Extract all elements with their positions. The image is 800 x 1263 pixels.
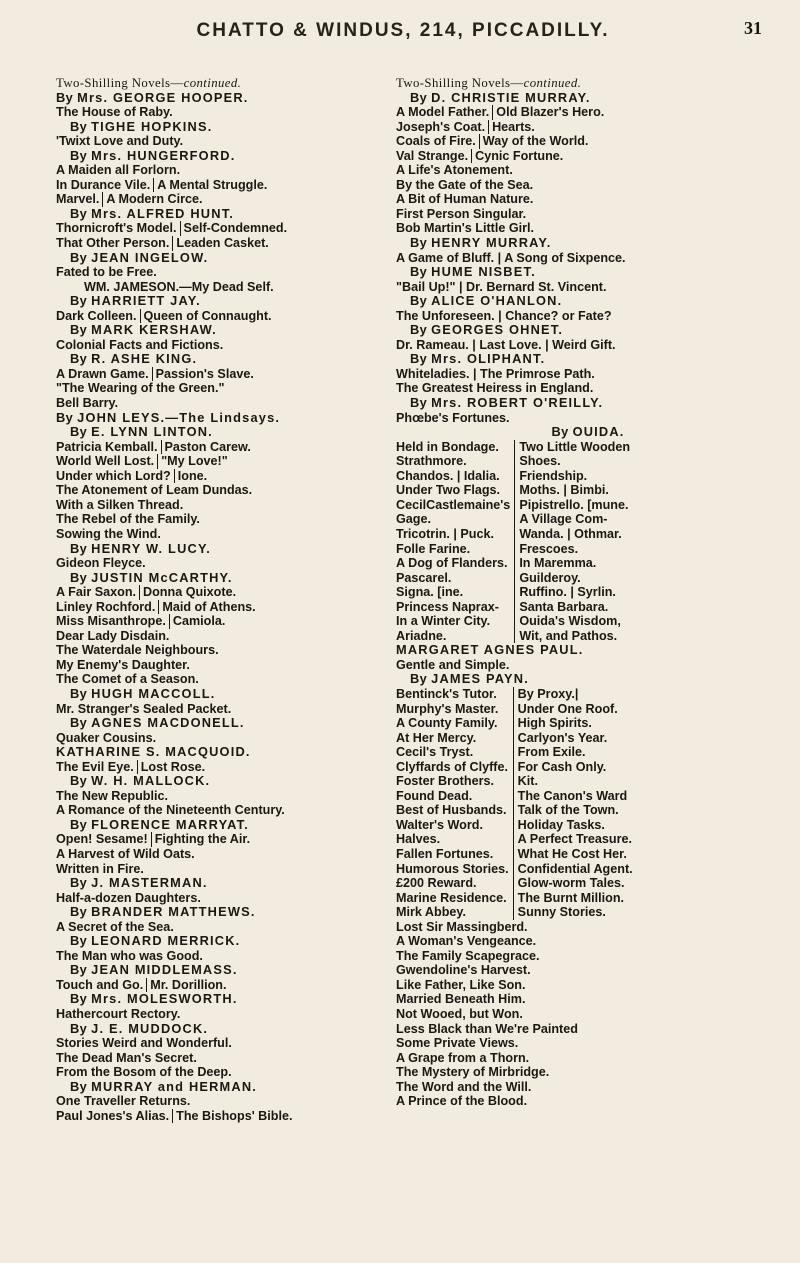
- book-title-pair: [56, 178, 392, 193]
- book-title-pair: [56, 978, 392, 993]
- book-title: Colonial Facts and Fictions.: [56, 337, 224, 352]
- book-title: Best of Husbands.: [396, 803, 514, 818]
- book-title: Moths. | Bimbi.: [519, 483, 609, 498]
- author-name: TIGHE HOPKINS.: [91, 118, 213, 134]
- author-prefix: By: [70, 540, 92, 556]
- author-name: BRANDER MATTHEWS.: [91, 904, 256, 920]
- author-prefix: By: [70, 962, 92, 978]
- book-title: Gage.: [396, 512, 515, 527]
- author-name: JOHN LEYS.—The Lindsays.: [77, 409, 281, 425]
- book-title: Pipistrello. [mune.: [519, 497, 629, 512]
- book-title: By Proxy.|: [517, 686, 579, 701]
- book-title: Glow-worm Tales.: [517, 876, 625, 891]
- author-heading: [56, 91, 392, 106]
- book-title: Gentle and Simple.: [396, 657, 510, 672]
- author-name: D. CHRISTIE MURRAY.: [431, 89, 591, 105]
- book-title: A Secret of the Sea.: [56, 919, 174, 934]
- author-prefix: By: [70, 933, 92, 949]
- book-title: Not Wooed, but Won.: [396, 1007, 523, 1021]
- book-title: Written in Fire.: [56, 861, 144, 876]
- book-title: Camiola.: [172, 614, 226, 629]
- author-prefix: By: [70, 424, 92, 440]
- book-title: Found Dead.: [396, 789, 514, 804]
- book-title: From Exile.: [517, 745, 586, 760]
- book-title-grid: [396, 687, 766, 920]
- author-heading: [56, 207, 392, 222]
- book-title: Wanda. | Othmar.: [519, 526, 622, 541]
- book-title: £200 Reward.: [396, 876, 514, 891]
- book-title-pair: [56, 309, 392, 324]
- author-prefix: By: [70, 118, 92, 134]
- book-title-pair: [396, 120, 766, 135]
- book-title: Tricotrin. | Puck.: [396, 527, 515, 542]
- book-title: A Romance of the Nineteenth Century.: [56, 803, 285, 818]
- book-title: A Fair Saxon.: [56, 585, 140, 600]
- author-heading: [396, 425, 766, 440]
- author-name: E. LYNN LINTON.: [91, 424, 213, 440]
- author-name: JAMES PAYN.: [431, 671, 529, 687]
- author-name: MARK KERSHAW.: [91, 322, 217, 338]
- author-heading: [56, 687, 392, 702]
- book-title: The Bishops' Bible.: [176, 1108, 293, 1123]
- book-title-pair: [56, 236, 392, 251]
- book-title: Two Little Wooden: [519, 439, 631, 454]
- book-title: World Well Lost.: [56, 454, 158, 469]
- book-title: Sowing the Wind.: [56, 526, 161, 541]
- book-title-grid: [396, 440, 766, 644]
- author-name: GEORGES OHNET.: [431, 322, 564, 338]
- author-heading: [396, 352, 766, 367]
- book-title: Leaden Casket.: [176, 236, 269, 251]
- book-title: Folle Farine.: [396, 542, 515, 557]
- book-title: Dr. Rameau. | Last Love. | Weird Gift.: [396, 337, 616, 352]
- author-prefix: By: [70, 715, 92, 731]
- author-heading: [56, 905, 392, 920]
- right-column: [396, 76, 766, 1109]
- book-title: A Game of Bluff. | A Song of Sixpence.: [396, 250, 626, 265]
- author-heading: [56, 745, 392, 760]
- book-title: Bell Barry.: [56, 396, 119, 411]
- author-name: LEONARD MERRICK.: [91, 933, 241, 949]
- author-prefix: By: [70, 875, 92, 891]
- book-title: Lost Rose.: [140, 759, 206, 774]
- book-title: Sunny Stories.: [517, 905, 606, 920]
- book-title: For Cash Only.: [517, 759, 607, 774]
- book-title: Kit.: [517, 774, 538, 789]
- book-title: Val Strange.: [396, 149, 472, 164]
- book-title: Whiteladies. | The Primrose Path.: [396, 366, 595, 381]
- book-title: Cynic Fortune.: [475, 148, 564, 163]
- book-title-pair: [56, 469, 392, 484]
- author-name: FLORENCE MARRYAT.: [91, 816, 249, 832]
- book-title: Halves.: [396, 832, 514, 847]
- book-title: Fallen Fortunes.: [396, 847, 514, 862]
- book-title: Paston Carew.: [164, 439, 251, 454]
- book-title: Less Black than We're Painted: [396, 1021, 578, 1036]
- book-title: Humorous Stories.: [396, 862, 514, 877]
- author-name: R. ASHE KING.: [91, 351, 198, 367]
- author-heading: [56, 571, 392, 586]
- author-name: W. H. MALLOCK.: [91, 773, 211, 789]
- author-prefix: By: [70, 569, 92, 585]
- book-title: A County Family.: [396, 716, 514, 731]
- book-title: Paul Jones's Alias.: [56, 1109, 173, 1124]
- book-title: CecilCastlemaine's: [396, 498, 515, 513]
- book-title: A Life's Atonement.: [396, 163, 513, 178]
- author-name: HENRY W. LUCY.: [91, 540, 212, 556]
- book-title: Ariadne.: [396, 629, 515, 644]
- book-title: Married Beneath Him.: [396, 992, 526, 1007]
- author-heading: [56, 818, 392, 833]
- book-title: Princess Naprax-: [396, 600, 515, 615]
- book-title: The Burnt Million.: [517, 890, 625, 905]
- book-title: A Modern Circe.: [106, 192, 203, 207]
- book-title: "The Wearing of the Green.": [56, 381, 225, 396]
- book-title: The Waterdale Neighbours.: [56, 643, 219, 658]
- author-name: Mrs. OLIPHANT.: [431, 351, 546, 367]
- book-title: High Spirits.: [517, 716, 592, 731]
- author-name: KATHARINE S. MACQUOID.: [56, 744, 251, 760]
- book-title: Linley Rochford.: [56, 600, 159, 615]
- book-title: A Dog of Flanders.: [396, 556, 515, 571]
- book-title: Walter's Word.: [396, 818, 514, 833]
- book-title: A Drawn Game.: [56, 367, 153, 382]
- book-title: Fated to be Free.: [56, 265, 157, 280]
- book-title-pair: [56, 192, 392, 207]
- author-prefix: By: [70, 351, 92, 367]
- book-title-pair: [56, 614, 392, 629]
- book-title-pair: [56, 760, 392, 775]
- author-name: OUIDA.: [572, 424, 625, 440]
- author-heading: [56, 294, 392, 309]
- book-title: Gideon Fleyce.: [56, 556, 146, 571]
- author-heading: [396, 91, 766, 106]
- book-title: Holiday Tasks.: [517, 817, 605, 832]
- author-heading: [56, 149, 392, 164]
- author-prefix: By: [410, 671, 432, 687]
- book-title: Some Private Views.: [396, 1036, 519, 1051]
- book-title: The Unforeseen. | Chance? or Fate?: [396, 308, 612, 323]
- book-title: Strathmore.: [396, 454, 515, 469]
- author-name: JEAN INGELOW.: [91, 249, 209, 265]
- author-prefix: By: [70, 991, 92, 1007]
- book-title: Passion's Slave.: [155, 366, 254, 381]
- book-title: Gwendoline's Harvest.: [396, 963, 531, 978]
- author-name: HUGH MACCOLL.: [91, 685, 216, 701]
- book-title: Mr. Stranger's Sealed Packet.: [56, 701, 232, 716]
- author-prefix: By: [56, 409, 78, 425]
- author-prefix: By: [410, 395, 432, 411]
- author-prefix: By: [56, 89, 78, 105]
- book-title: With a Silken Thread.: [56, 497, 184, 512]
- author-prefix: By: [70, 1078, 92, 1094]
- book-title-pair: [56, 585, 392, 600]
- author-prefix: By: [70, 205, 92, 221]
- book-title: A Model Father.: [396, 105, 493, 120]
- running-title: CHATTO & WINDUS, 214, PICCADILLY.: [196, 20, 610, 41]
- book-title: A Harvest of Wild Oats.: [56, 846, 195, 861]
- book-title: Shoes.: [519, 454, 561, 469]
- author-name: Mrs. MOLESWORTH.: [91, 991, 238, 1007]
- book-title: Open! Sesame!: [56, 832, 152, 847]
- section-heading-continued: continued.: [183, 76, 242, 90]
- book-title: Hearts.: [492, 119, 535, 134]
- author-heading: [56, 992, 392, 1007]
- book-title: Self-Condemned.: [183, 221, 288, 236]
- book-title: Mr. Dorillion.: [150, 977, 227, 992]
- book-title-pair: [56, 832, 392, 847]
- book-title: Hathercourt Rectory.: [56, 1007, 181, 1021]
- author-name: MARGARET AGNES PAUL.: [396, 642, 584, 658]
- book-title: Bob Martin's Little Girl.: [396, 221, 535, 236]
- author-name: JEAN MIDDLEMASS.: [91, 962, 238, 978]
- author-name: JUSTIN McCARTHY.: [91, 569, 233, 585]
- author-name: HUME NISBET.: [431, 264, 536, 280]
- book-title: The Evil Eye.: [56, 760, 138, 775]
- book-title: The Rebel of the Family.: [56, 512, 200, 527]
- book-title: A Prince of the Blood.: [396, 1094, 528, 1109]
- book-title: Santa Barbara.: [519, 599, 609, 614]
- book-title: In Durance Vile.: [56, 178, 154, 193]
- book-title-pair: [56, 367, 392, 382]
- author-prefix: By: [70, 904, 92, 920]
- book-title-pair: [396, 134, 766, 149]
- book-title: A Perfect Treasure.: [517, 832, 633, 847]
- book-title: By the Gate of the Sea.: [396, 177, 534, 192]
- author-name: Mrs. ALFRED HUNT.: [91, 205, 235, 221]
- book-title: One Traveller Returns.: [56, 1094, 191, 1109]
- author-name: J. MASTERMAN.: [91, 875, 208, 891]
- author-name: HARRIETT JAY.: [91, 293, 201, 309]
- book-title: Old Blazer's Hero.: [496, 105, 605, 120]
- book-title: 'Twixt Love and Duty.: [56, 134, 184, 149]
- author-prefix: By: [410, 235, 432, 251]
- book-title: A Mental Struggle.: [157, 177, 268, 192]
- book-title: Guilderoy.: [519, 570, 581, 585]
- book-title: Bentinck's Tutor.: [396, 687, 514, 702]
- book-title: Coals of Fire.: [396, 134, 480, 149]
- book-title: The Greatest Heiress in England.: [396, 381, 594, 396]
- author-prefix: By: [70, 147, 92, 163]
- book-title: Miss Misanthrope.: [56, 614, 170, 629]
- book-title: A Woman's Vengeance.: [396, 934, 537, 949]
- book-title-pair: [56, 600, 392, 615]
- book-title: Maid of Athens.: [162, 599, 256, 614]
- book-title: Pascarel.: [396, 571, 515, 586]
- book-title: The Man who was Good.: [56, 948, 203, 963]
- book-title: Stories Weird and Wonderful.: [56, 1036, 232, 1051]
- book-title: Marvel.: [56, 192, 103, 207]
- book-title-pair: [396, 105, 766, 120]
- author-name: Mrs. ROBERT O'REILLY.: [431, 395, 604, 411]
- book-title: Clyffards of Clyffe.: [396, 760, 514, 775]
- book-title: Frescoes.: [519, 541, 579, 556]
- book-title: Confidential Agent.: [517, 861, 633, 876]
- author-name: J. E. MUDDOCK.: [91, 1020, 209, 1036]
- book-title: The Atonement of Leam Dundas.: [56, 483, 253, 498]
- book-title: Touch and Go.: [56, 978, 147, 993]
- book-title: Held in Bondage.: [396, 440, 515, 455]
- book-title: "My Love!": [161, 454, 228, 469]
- author-name: ALICE O'HANLON.: [431, 293, 563, 309]
- author-prefix: By: [410, 322, 432, 338]
- author-prefix: By: [70, 1020, 92, 1036]
- book-title: Quaker Cousins.: [56, 730, 157, 745]
- author-heading: [56, 716, 392, 731]
- author-heading: [56, 120, 392, 135]
- book-title: The Comet of a Season.: [56, 672, 199, 687]
- book-title: Ruffino. | Syrlin.: [519, 585, 616, 600]
- book-title: The Canon's Ward: [517, 788, 628, 803]
- book-title: A Bit of Human Nature.: [396, 192, 534, 207]
- book-title: Dear Lady Disdain.: [56, 628, 170, 643]
- book-title: In a Winter City.: [396, 614, 515, 629]
- book-title: From the Bosom of the Deep.: [56, 1065, 232, 1080]
- book-title-pair: [56, 454, 392, 469]
- author-heading: [396, 265, 766, 280]
- book-title: "Bail Up!" | Dr. Bernard St. Vincent.: [396, 279, 607, 294]
- author-heading: [56, 542, 392, 557]
- author-prefix: By: [410, 351, 432, 367]
- book-title-pair: [56, 440, 392, 455]
- author-heading: [396, 294, 766, 309]
- author-name: Mrs. GEORGE HOOPER.: [77, 89, 249, 105]
- author-heading: [56, 774, 392, 789]
- book-title: Talk of the Town.: [517, 803, 619, 818]
- author-name: AGNES MACDONELL.: [91, 715, 245, 731]
- author-prefix: By: [551, 424, 573, 440]
- book-title: Wit, and Pathos.: [519, 628, 618, 643]
- book-title: Foster Brothers.: [396, 774, 514, 789]
- book-title: Chandos. | Idalia.: [396, 469, 515, 484]
- author-prefix: By: [410, 264, 432, 280]
- book-title: First Person Singular.: [396, 206, 527, 221]
- author-name: MURRAY and HERMAN.: [91, 1078, 258, 1094]
- book-title: Ouida's Wisdom,: [519, 614, 621, 629]
- author-heading: [56, 323, 392, 338]
- author-heading: [396, 396, 766, 411]
- book-title: At Her Mercy.: [396, 731, 514, 746]
- book-title: Ione.: [177, 468, 208, 483]
- author-heading: [56, 425, 392, 440]
- book-title: Thornicroft's Model.: [56, 221, 181, 236]
- author-heading: [396, 672, 766, 687]
- book-title: Patricia Kemball.: [56, 440, 162, 455]
- section-heading: Two-Shilling Novels—continued.: [56, 76, 242, 90]
- author-prefix: By: [70, 322, 92, 338]
- book-title: The Dead Man's Secret.: [56, 1050, 197, 1065]
- author-prefix: By: [70, 293, 92, 309]
- page-header: [0, 0, 800, 62]
- book-title: The Mystery of Mirbridge.: [396, 1065, 550, 1080]
- author-prefix: By: [70, 816, 92, 832]
- author-heading: [396, 323, 766, 338]
- author-heading: [56, 352, 392, 367]
- author-heading: [56, 251, 392, 266]
- book-title: Murphy's Master.: [396, 702, 514, 717]
- author-heading: [396, 236, 766, 251]
- author-name: HENRY MURRAY.: [431, 235, 552, 251]
- author-prefix: By: [70, 773, 92, 789]
- book-title: Under Two Flags.: [396, 483, 515, 498]
- book-title: The Family Scapegrace.: [396, 948, 540, 963]
- book-title: Under which Lord?: [56, 469, 175, 484]
- section-heading: Two-Shilling Novels—continued.: [396, 76, 582, 90]
- book-title-pair: [396, 149, 766, 164]
- book-title: Way of the World.: [482, 134, 589, 149]
- book-title: A Village Com-: [519, 512, 608, 527]
- book-title: What He Cost Her.: [517, 846, 627, 861]
- page-number: 31: [744, 18, 762, 38]
- book-title: A Maiden all Forlorn.: [56, 163, 181, 178]
- author-heading: [396, 643, 766, 658]
- author-name: Mrs. HUNGERFORD.: [91, 147, 236, 163]
- book-title: Carlyon's Year.: [517, 730, 608, 745]
- book-title: The House of Raby.: [56, 105, 173, 120]
- author-heading: [56, 1080, 392, 1095]
- author-prefix: By: [410, 293, 432, 309]
- book-title: Fighting the Air.: [154, 832, 251, 847]
- author-heading: [56, 1022, 392, 1037]
- book-title: Joseph's Coat.: [396, 120, 489, 135]
- book-title: Signa. [ine.: [396, 585, 515, 600]
- book-title: Cecil's Tryst.: [396, 745, 514, 760]
- author-heading: [56, 411, 392, 426]
- author-prefix: By: [70, 249, 92, 265]
- author-prefix: By: [70, 685, 92, 701]
- book-title: The Word and the Will.: [396, 1079, 532, 1094]
- book-title: The New Republic.: [56, 788, 168, 803]
- book-title: Dark Colleen.: [56, 309, 141, 324]
- book-title-pair: [56, 1109, 392, 1124]
- author-prefix: By: [410, 89, 432, 105]
- book-title: Like Father, Like Son.: [396, 977, 526, 992]
- book-title: Queen of Connaught.: [143, 308, 272, 323]
- book-title: Under One Roof.: [517, 701, 618, 716]
- book-title: My Enemy's Daughter.: [56, 657, 190, 672]
- book-title: In Maremma.: [519, 556, 597, 571]
- book-title: That Other Person.: [56, 236, 173, 251]
- left-column: [56, 76, 392, 1123]
- book-title: Lost Sir Massingberd.: [396, 919, 528, 934]
- book-title: Mirk Abbey.: [396, 905, 514, 920]
- author-heading: [56, 963, 392, 978]
- book-title: WM. JAMESON.—My Dead Self.: [84, 279, 274, 294]
- book-title: Phœbe's Fortunes.: [396, 410, 510, 425]
- author-heading: [56, 876, 392, 891]
- section-heading-continued: continued.: [523, 76, 582, 90]
- book-title: A Grape from a Thorn.: [396, 1050, 530, 1065]
- book-title: Donna Quixote.: [143, 585, 237, 600]
- author-heading: [56, 934, 392, 949]
- book-title-pair: [56, 221, 392, 236]
- book-title: Half-a-dozen Daughters.: [56, 890, 201, 905]
- book-title: Marine Residence.: [396, 891, 514, 906]
- book-title: Friendship.: [519, 468, 588, 483]
